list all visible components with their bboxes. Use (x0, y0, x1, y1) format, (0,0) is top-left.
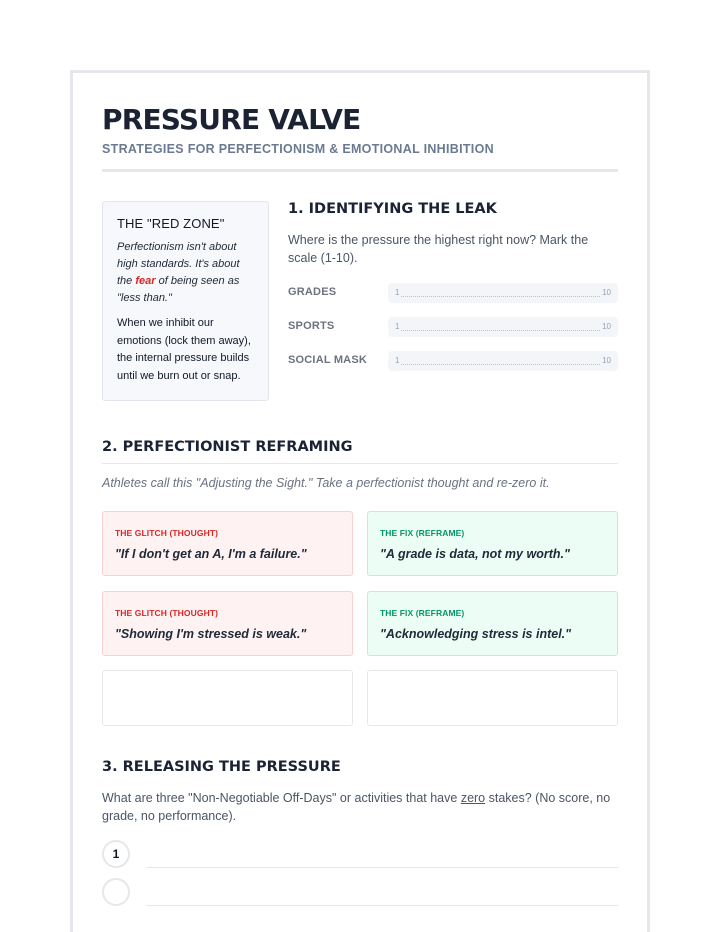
answer-line[interactable] (146, 867, 618, 868)
page-subtitle: STRATEGIES FOR PERFECTIONISM & EMOTIONAL INHIBITION (102, 142, 494, 156)
scale-label: SOCIAL MASK (288, 354, 368, 366)
answer-row-2 (102, 878, 618, 906)
red-zone-body: When we inhibit our emotions (lock them away), the internal pressure builds until we burn out or snap. (117, 317, 251, 382)
section-2-title: 2. PERFECTIONIST REFRAMING (102, 439, 353, 455)
section-3-prompt (102, 789, 618, 825)
glitch-thought: "If I don't get an A, I'm a failure." (115, 547, 307, 561)
quote-emphasis: fear (135, 275, 156, 287)
glitch-card (102, 511, 353, 576)
glitch-tag: THE GLITCH (THOUGHT) (115, 528, 219, 538)
answer-line[interactable] (146, 905, 618, 906)
fix-reframe: "Acknowledging stress is intel." (380, 627, 572, 641)
red-zone-quote (117, 239, 254, 307)
scale-max: 10 (602, 356, 611, 365)
prompt-text-2: stakes? (No score, no grade, no performance). (102, 791, 611, 823)
red-zone-callout (102, 201, 269, 401)
scale-min: 1 (395, 288, 400, 297)
scale-min: 1 (395, 322, 400, 331)
section-1-title: 1. IDENTIFYING THE LEAK (288, 201, 497, 217)
scale-slider-sports[interactable] (388, 317, 618, 337)
blank-glitch-field[interactable] (102, 670, 353, 726)
section-3-title: 3. RELEASING THE PRESSURE (102, 759, 341, 775)
item-number-badge (102, 878, 130, 906)
answer-row-1 (102, 840, 618, 868)
scale-dotted-line (401, 330, 600, 331)
fix-reframe: "A grade is data, not my worth." (380, 547, 570, 561)
fix-tag: THE FIX (REFRAME) (380, 608, 465, 618)
red-zone-heading: THE "RED ZONE" (117, 216, 225, 231)
scale-slider-grades[interactable] (388, 283, 618, 303)
worksheet-page (70, 70, 650, 932)
scale-max: 10 (602, 288, 611, 297)
scale-min: 1 (395, 356, 400, 365)
scale-label: SPORTS (288, 320, 335, 332)
page-title: PRESSURE VALVE (102, 103, 361, 136)
blank-fix-field[interactable] (367, 670, 618, 726)
section-1-prompt: Where is the pressure the highest right now? Mark the scale (1-10). (288, 233, 589, 265)
scale-dotted-line (401, 296, 600, 297)
prompt-text-1: What are three "Non-Negotiable Off-Days" or activities that have (102, 791, 461, 805)
scale-row-grades (288, 283, 618, 303)
fix-card (367, 591, 618, 656)
scale-row-sports (288, 317, 618, 337)
scale-row-social-mask (288, 351, 618, 371)
section-releasing-the-pressure (102, 759, 618, 861)
scale-dotted-line (401, 364, 600, 365)
section-identifying-the-leak (288, 201, 620, 366)
section-perfectionist-reframing (102, 439, 618, 641)
fix-card (367, 511, 618, 576)
section-2-divider (102, 463, 618, 464)
section-2-prompt: Athletes call this "Adjusting the Sight." Take a perfectionist thought and re-zero it. (102, 476, 550, 490)
prompt-underlined: zero (460, 791, 486, 805)
scale-slider-social-mask[interactable] (388, 351, 618, 371)
glitch-card (102, 591, 353, 656)
glitch-tag: THE GLITCH (THOUGHT) (115, 608, 219, 618)
header-divider (102, 169, 618, 172)
fix-tag: THE FIX (REFRAME) (380, 528, 465, 538)
quote-text-2: of being seen as "less than." (117, 275, 240, 304)
quote-text-1: Perfectionism isn't about high standards. It's about the (117, 241, 240, 287)
scale-max: 10 (602, 322, 611, 331)
item-number-badge: 1 (102, 840, 130, 868)
glitch-thought: "Showing I'm stressed is weak." (115, 627, 307, 641)
scale-label: GRADES (288, 286, 337, 298)
